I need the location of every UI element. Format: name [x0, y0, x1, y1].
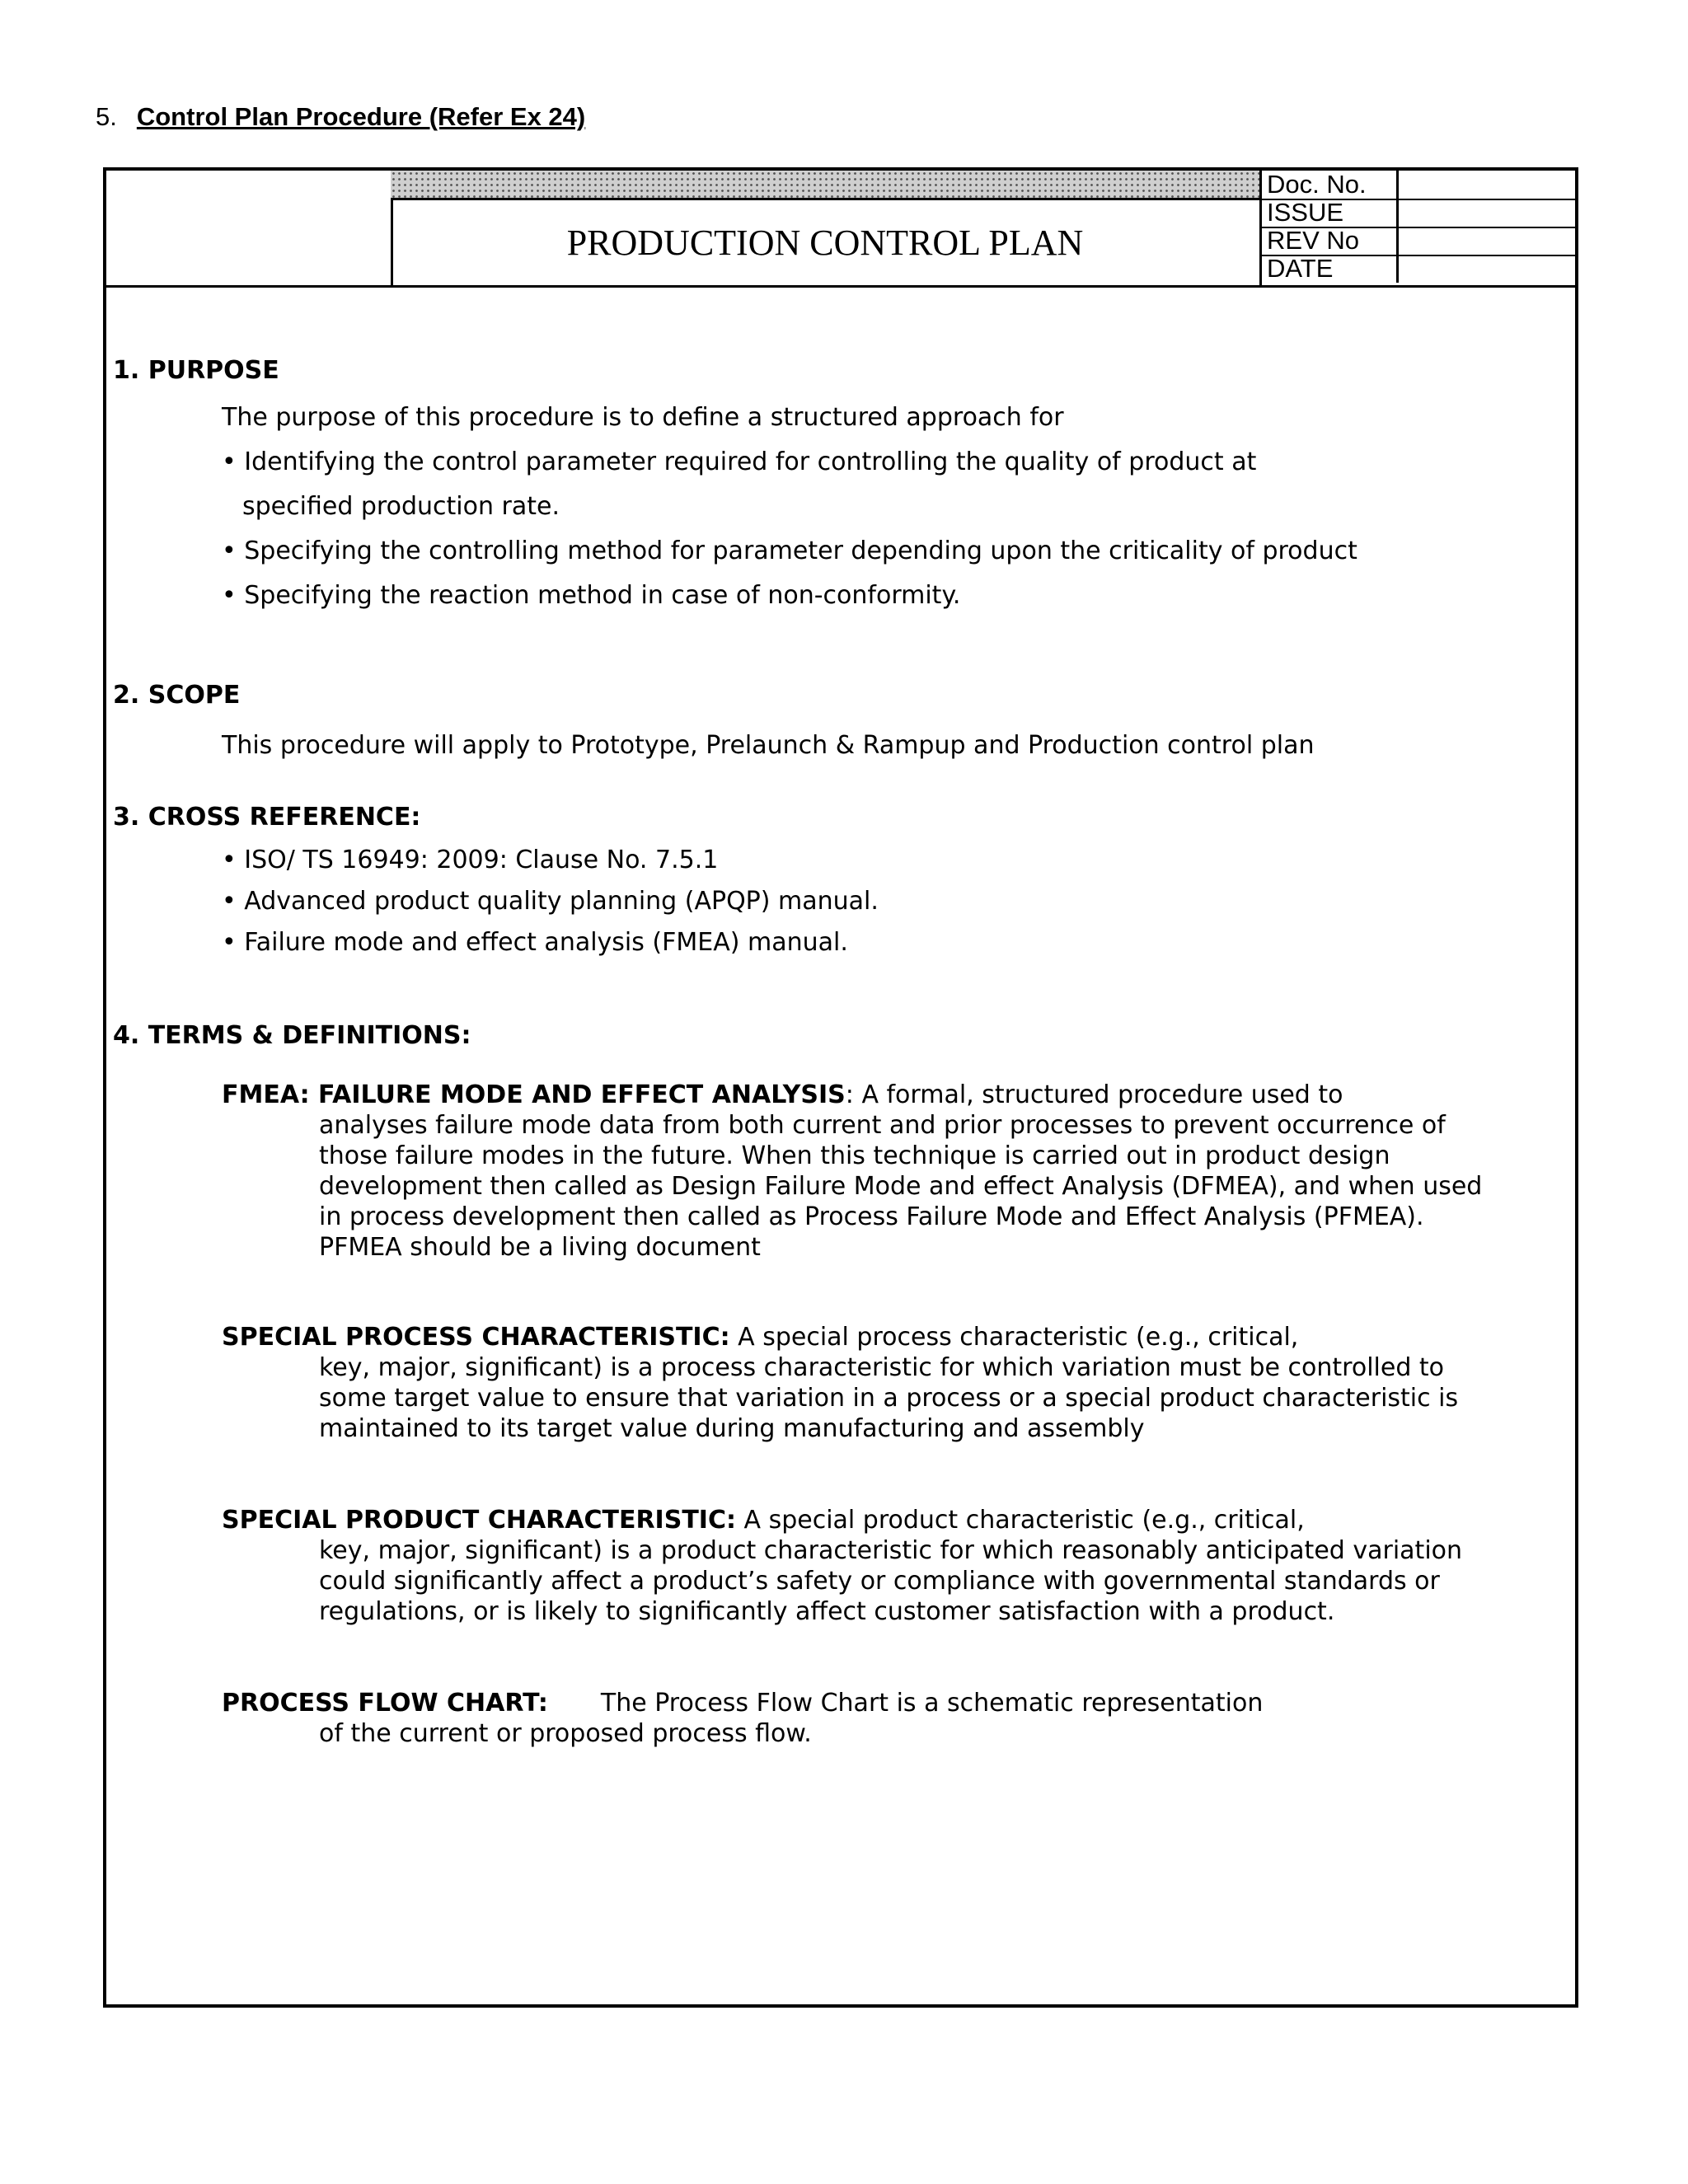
- term-fmea-first: : A formal, structured procedure used to: [845, 1080, 1343, 1109]
- document-body: [106, 285, 1575, 2004]
- dotted-band: [391, 171, 1259, 200]
- cross-reference-heading: 3. CROSS REFERENCE:: [113, 803, 421, 832]
- cross-reference-item: • ISO/ TS 16949: 2009: Clause No. 7.5.1: [222, 846, 719, 874]
- term-process-flow-chart-definition: of the current or proposed process flow.: [319, 1719, 812, 1748]
- term-special-product-first: A special product characteristic (e.g., critical,: [735, 1506, 1305, 1535]
- meta-label-date: DATE: [1262, 255, 1399, 283]
- meta-row-issue: [1262, 199, 1575, 228]
- cross-reference-item: • Advanced product quality planning (APQP) manual.: [222, 887, 879, 916]
- section-heading: [96, 102, 585, 132]
- term-process-flow-chart-first: The Process Flow Chart is a schematic representation: [600, 1689, 1264, 1718]
- scope-text: This procedure will apply to Prototype, Prelaunch & Rampup and Production control plan: [222, 731, 1315, 760]
- term-process-flow-chart-label: PROCESS FLOW CHART:: [222, 1689, 548, 1718]
- scope-heading: 2. SCOPE: [113, 681, 241, 710]
- meta-label-rev-no: REV No: [1262, 227, 1399, 255]
- terms-heading: 4. TERMS & DEFINITIONS:: [113, 1021, 471, 1050]
- meta-label-doc-no: Doc. No.: [1262, 171, 1399, 199]
- meta-row-doc-no: [1262, 171, 1575, 200]
- title-box: [391, 171, 1259, 285]
- meta-label-issue: ISSUE: [1262, 199, 1399, 227]
- document-title: PRODUCTION CONTROL PLAN: [566, 223, 1084, 263]
- term-fmea-definition: analyses failure mode data from both current and prior processes to prevent occurrence of those failure modes in the future. When this technique is carried out in product design development then called as Design Failure Mode and effect Analysis (DFMEA), and when used in process development then called as Process Failure Mode and Effect Analysis (PFMEA). PFMEA should be a living document: [319, 1111, 1483, 1262]
- logo-box: [106, 171, 393, 285]
- purpose-bullet-3: • Specifying the reaction method in case of non-conformity.: [222, 581, 961, 610]
- purpose-heading: 1. PURPOSE: [113, 356, 279, 385]
- meta-row-rev-no: [1262, 227, 1575, 256]
- term-fmea: [222, 1080, 1507, 1263]
- document-header: [106, 171, 1575, 288]
- term-special-process-definition: key, major, significant) is a process characteristic for which variation must be controlled to some target value to ensure that variation in a process or a special product characteristic is maintained to its target value during manufacturing and assembly: [319, 1353, 1459, 1443]
- meta-table: [1259, 171, 1575, 285]
- term-special-product-definition: key, major, significant) is a product characteristic for which reasonably anticipated variation could significantly affect a product’s safety or compliance with governmental standards or regulations, or is likely to significantly affect customer satisfaction with a product.: [319, 1536, 1463, 1626]
- term-special-process-first: A special process characteristic (e.g., critical,: [729, 1323, 1299, 1352]
- purpose-intro: The purpose of this procedure is to define a structured approach for: [222, 403, 1064, 432]
- term-special-product: [222, 1505, 1507, 1627]
- meta-row-date: [1262, 255, 1575, 283]
- section-number: 5.: [96, 102, 117, 131]
- section-title: Control Plan Procedure (Refer Ex 24): [136, 102, 586, 131]
- document-frame: [103, 167, 1578, 2008]
- term-special-product-label: SPECIAL PRODUCT CHARACTERISTIC:: [222, 1506, 736, 1535]
- cross-reference-item: • Failure mode and effect analysis (FMEA) manual.: [222, 928, 848, 957]
- term-special-process: [222, 1322, 1507, 1444]
- term-process-flow-chart: [222, 1688, 1507, 1749]
- purpose-bullet-1: • Identifying the control parameter required for controlling the quality of product at: [222, 448, 1257, 476]
- term-fmea-label: FMEA: FAILURE MODE AND EFFECT ANALYSIS: [222, 1080, 846, 1109]
- purpose-bullet-2: • Specifying the controlling method for parameter depending upon the criticality of product: [222, 537, 1357, 565]
- term-special-process-label: SPECIAL PROCESS CHARACTERISTIC:: [222, 1323, 730, 1352]
- purpose-bullet-1-cont: specified production rate.: [242, 492, 560, 521]
